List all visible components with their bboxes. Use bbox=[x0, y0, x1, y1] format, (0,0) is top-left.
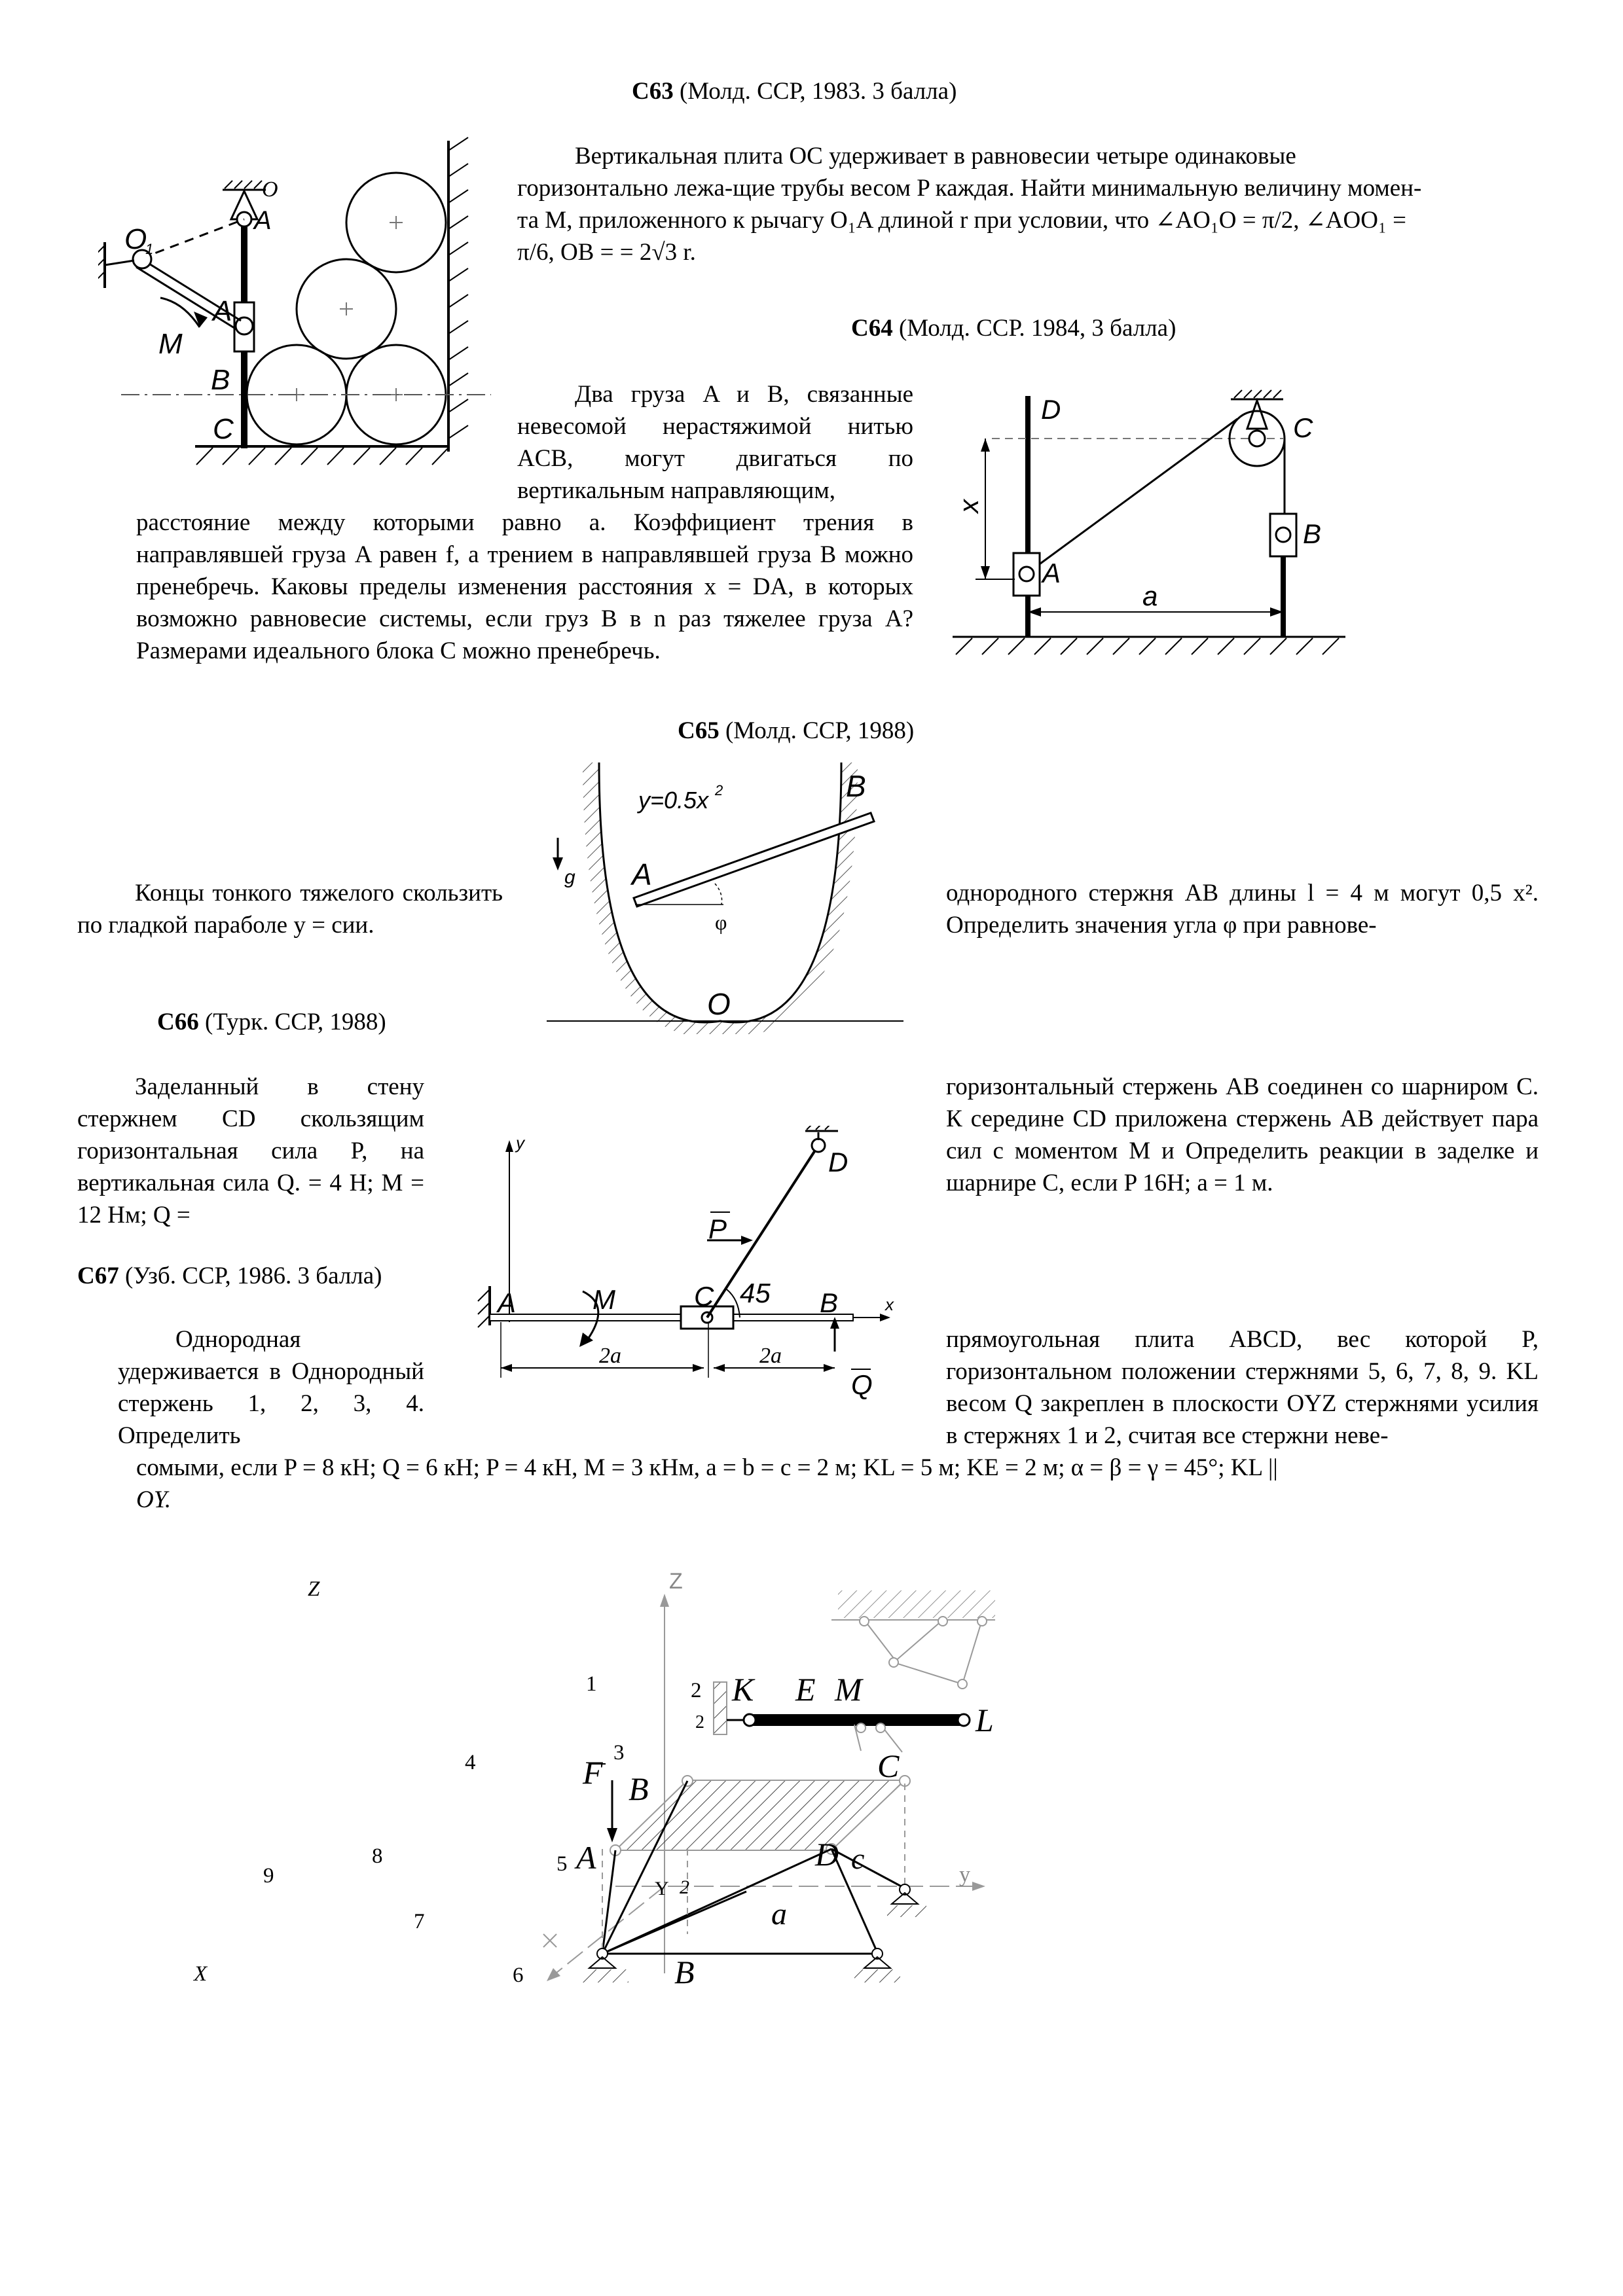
c67-left-label-1: 1 bbox=[586, 1672, 597, 1696]
c67-title: С67 bbox=[77, 1263, 119, 1289]
c63-source: (Молд. ССР, 1983. 3 балла) bbox=[679, 78, 957, 105]
c67-label-Z: Z bbox=[669, 1569, 683, 1594]
c63-label-C: C bbox=[213, 413, 234, 445]
c67-text-full2: OY. bbox=[136, 1486, 172, 1513]
c63-line: та M, приложенного к рычагу O₁A длиной r при условии, что ∠AO₁O = π/2, ∠AOO₁ = bbox=[517, 207, 1406, 234]
c63-label-O1-sub: 1 bbox=[145, 241, 154, 257]
c66-text-right: горизонтальный стержень AB соединен со шарниром C. К середине CD приложена стержень AB действует пара сил с моментом M и Определить реакции в заделке и шарнире C, если P 16Н; a = 1 м. bbox=[946, 1073, 1539, 1196]
c65-label-eq: y=0.5x bbox=[638, 787, 709, 814]
c67-label-2: 2 bbox=[680, 1876, 689, 1898]
c66-label-angle: 45 bbox=[740, 1278, 771, 1308]
c65-label-B: B bbox=[846, 769, 866, 803]
c65-header bbox=[678, 717, 914, 745]
c64-title: С64 bbox=[851, 315, 893, 342]
c64-figure bbox=[949, 386, 1375, 668]
c65-label-eq-pow: 2 bbox=[715, 782, 723, 798]
c66-label-dim2: 2a bbox=[759, 1344, 782, 1368]
c67-left-label-9: 9 bbox=[263, 1864, 274, 1888]
c65-label-O: O bbox=[707, 987, 731, 1021]
c67-label-Y-axis: y bbox=[959, 1863, 970, 1887]
c65-label-g: g bbox=[564, 867, 575, 888]
c67-left-label-3: 3 bbox=[613, 1741, 625, 1765]
c67-label-M: M bbox=[835, 1671, 862, 1708]
c67-label-E: E bbox=[795, 1671, 816, 1708]
c64-label-C: C bbox=[1293, 412, 1313, 443]
c63-label-O1: O bbox=[124, 223, 147, 255]
c67-label-Y: Y bbox=[655, 1878, 669, 1899]
c67-label-B1: B bbox=[629, 1770, 649, 1807]
c65-label-phi: φ bbox=[715, 910, 727, 934]
c65-text-right: однородного стержня AB длины l = 4 м могут 0,5 x². Определить значения угла φ при равнове- bbox=[946, 880, 1539, 939]
c64-label-x: x bbox=[953, 499, 984, 513]
c63-label-M: M bbox=[158, 328, 183, 360]
c67-label-a: a bbox=[771, 1897, 787, 1931]
c66-source: (Турк. ССР, 1988) bbox=[204, 1009, 386, 1035]
c63-label-A: A bbox=[213, 295, 232, 327]
c67-text-right: прямоугольная плита ABCD, вес которой P, горизонтальном положении стержнями 5, 6, 7, 8, 9. KL весом Q закреплен в плоскости OYZ стержнями усилия в стержнях 1 и 2, считая все стержни неве- bbox=[946, 1326, 1539, 1449]
c66-label-Q: Q bbox=[851, 1369, 873, 1400]
c67-left-label-2: 2 bbox=[691, 1679, 702, 1702]
c64-header bbox=[851, 314, 1176, 342]
c67-left-label-X: X bbox=[194, 1962, 208, 1986]
c67-source: (Узб. ССР, 1986. 3 балла) bbox=[124, 1263, 382, 1289]
c64-text-narrow: Два груза A и B, связанные невесомой нерастяжимой нитью ACB, могут двигаться по вертикальным направляющим, bbox=[517, 381, 913, 504]
c63-line: π/6, OB = = 2√3 r. bbox=[517, 239, 696, 266]
c66-header bbox=[157, 1008, 386, 1036]
c65-figure bbox=[543, 759, 910, 1034]
c66-text-left: Заделанный в стену стержнем CD скользящим горизонтальная сила P, на вертикальная сила Q. = 4 Н; M = 12 Нм; Q = bbox=[77, 1073, 424, 1229]
c67-label-A: A bbox=[576, 1839, 596, 1876]
c67-label-C: C bbox=[877, 1748, 900, 1784]
c63-label-A-top: A bbox=[254, 206, 272, 235]
c67-figure bbox=[524, 1568, 1087, 2000]
c63-label-O: O bbox=[262, 177, 278, 202]
c64-label-B: B bbox=[1303, 518, 1322, 549]
c67-header bbox=[77, 1262, 382, 1290]
c66-label-A: A bbox=[498, 1287, 517, 1318]
c66-figure bbox=[471, 1126, 903, 1401]
c66-label-x: x bbox=[885, 1295, 894, 1314]
c65-source: (Молд. ССР, 1988) bbox=[725, 717, 915, 744]
c67-label-F: F bbox=[583, 1754, 603, 1791]
c63-figure bbox=[98, 131, 491, 471]
c67-left-label-7: 7 bbox=[414, 1910, 425, 1933]
c67-left-label-4: 4 bbox=[465, 1751, 476, 1774]
c67-text-left: Однородная удерживается в Однородный стержень 1, 2, 3, 4. Определить bbox=[118, 1326, 424, 1449]
c66-label-D: D bbox=[828, 1147, 848, 1177]
c63-label-B: B bbox=[211, 364, 230, 396]
c63-line: горизонтально лежа-щие трубы весом P каждая. Найти минимальную величину момен- bbox=[517, 175, 1422, 202]
c67-label-K: K bbox=[732, 1671, 754, 1708]
c66-label-M: M bbox=[593, 1284, 615, 1315]
c67-left-label-8: 8 bbox=[372, 1844, 383, 1868]
c66-title: С66 bbox=[157, 1009, 199, 1035]
c64-label-a: a bbox=[1142, 581, 1158, 611]
c67-label-two: 2 bbox=[695, 1712, 704, 1732]
c64-source: (Молд. ССР. 1984, 3 балла) bbox=[898, 315, 1176, 342]
c64-label-A: A bbox=[1042, 558, 1061, 588]
c63-line: Вертикальная плита OC удерживает в равновесии четыре одинаковые bbox=[575, 143, 1296, 170]
c67-label-c: c bbox=[851, 1842, 865, 1875]
c64-label-D: D bbox=[1041, 394, 1061, 425]
c67-text-full1: сомыми, если P = 8 кН; Q = 6 кН; P = 4 кН, M = 3 кНм, a = b = c = 2 м; KL = 5 м; KE = 2 м; α = β = γ = 45°; KL || bbox=[136, 1454, 1278, 1481]
c64-text-wide: расстояние между которыми равно a. Коэффициент трения в направлявшей груза A равен f, а трением в направлявшей груза B можно пренебречь. Каковы пределы изменения расстояния x = DA, в которых возможно равновесие системы, если груз B в n раз тяжелее груза A? Размерами идеального блока C можно пренебречь. bbox=[136, 509, 913, 664]
c66-label-B: B bbox=[820, 1287, 839, 1318]
c65-text-left: Концы тонкого тяжелого скользить по гладкой параболе y = сии. bbox=[77, 880, 503, 939]
c67-label-B: B bbox=[674, 1954, 695, 1990]
c66-label-dim1: 2a bbox=[599, 1344, 621, 1368]
c65-title: С65 bbox=[678, 717, 720, 744]
c67-label-D: D bbox=[815, 1836, 839, 1873]
c67-label-L: L bbox=[976, 1702, 994, 1738]
c63-text bbox=[517, 140, 1539, 268]
c63-title: С63 bbox=[632, 78, 674, 105]
c67-left-label-Z: Z bbox=[308, 1577, 320, 1601]
c66-label-y: y bbox=[516, 1133, 524, 1153]
c67-left-label-6: 6 bbox=[513, 1964, 524, 1987]
c67-left-label-5: 5 bbox=[556, 1852, 568, 1876]
c65-label-A: A bbox=[632, 857, 652, 891]
c66-label-C: C bbox=[694, 1281, 714, 1312]
c63-header bbox=[632, 77, 957, 105]
c66-label-P: P bbox=[708, 1213, 727, 1244]
